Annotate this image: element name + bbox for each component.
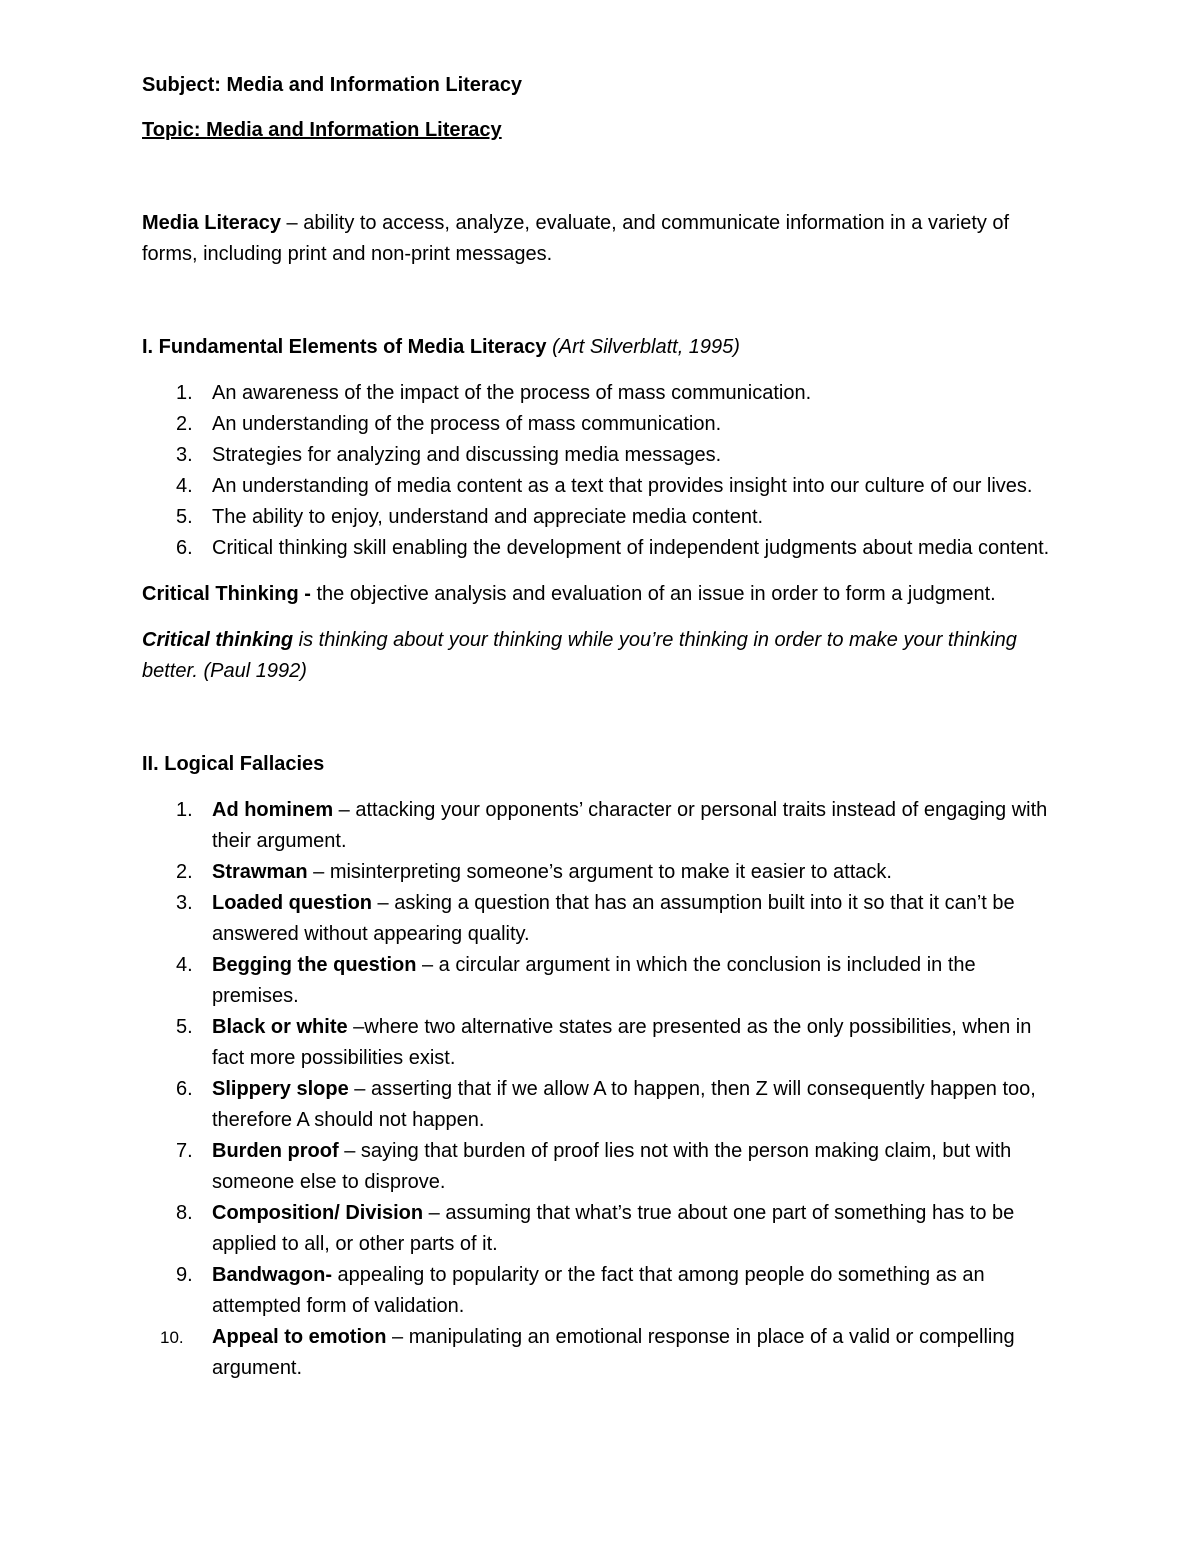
list-item [142,378,1062,409]
fallacy-term: Ad hominem [212,799,334,821]
subject-line [142,70,1062,101]
section1-heading [142,332,1062,363]
logical-fallacies-list [142,795,1062,1384]
list-number: 4. [176,954,193,976]
subject-value: Media and Information Literacy [226,74,523,96]
list-text: An awareness of the impact of the process of mass communication. [212,382,812,404]
fallacy-text: – asserting that if we allow A to happen, then Z will consequently happen too, therefore A should not happen. [212,1078,1036,1131]
media-literacy-text: – ability to access, analyze, evaluate, and communicate information in a variety of forms, including print and non-print messages. [142,212,1010,265]
list-item [142,888,1062,950]
list-number: 2. [176,413,193,435]
document-page [142,70,1062,1384]
list-number: 10. [160,1328,184,1347]
list-number: 5. [176,1016,193,1038]
fallacy-text: – misinterpreting someone’s argument to make it easier to attack. [307,861,892,883]
fallacy-text: – assuming that what’s true about one part of something has to be applied to all, or other parts of it. [212,1202,1015,1255]
list-item [142,857,1062,888]
section1-citation: (Art Silverblatt, 1995) [546,336,740,358]
media-literacy-term: Media Literacy [142,212,281,234]
list-text: An understanding of the process of mass communication. [212,413,722,435]
list-number: 4. [176,475,193,497]
list-number: 1. [176,799,193,821]
list-text: An understanding of media content as a text that provides insight into our culture of our lives. [212,475,1033,497]
fallacy-text: – saying that burden of proof lies not with the person making claim, but with someone else to disprove. [212,1140,1012,1193]
section2-heading [142,749,1062,780]
fallacy-term: Strawman [212,861,308,883]
fallacy-text: –where two alternative states are presented as the only possibilities, when in fact more possibilities exist. [212,1016,1032,1069]
topic-value: Media and Information Literacy [206,119,502,141]
critical-quote-term: Critical thinking [142,629,294,651]
list-number: 3. [176,444,193,466]
fallacy-text: – manipulating an emotional response in place of a valid or compelling argument. [212,1326,1015,1379]
list-item [142,471,1062,502]
list-number: 1. [176,382,193,404]
list-item [142,1322,1062,1384]
fallacy-term: Begging the question [212,954,417,976]
fallacy-term: Bandwagon- [212,1264,332,1286]
list-item [142,440,1062,471]
list-item [142,409,1062,440]
critical-thinking-quote [142,625,1062,687]
list-number: 7. [176,1140,193,1162]
fallacy-term: Appeal to emotion [212,1326,387,1348]
list-number: 9. [176,1264,193,1286]
list-item [142,1012,1062,1074]
list-item [142,1260,1062,1322]
list-number: 5. [176,506,193,528]
list-item [142,795,1062,857]
fallacy-text: – a circular argument in which the conclusion is included in the premises. [212,954,976,1007]
media-literacy-definition [142,208,1062,270]
list-item [142,1136,1062,1198]
subject-label: Subject: [142,74,227,96]
list-item [142,950,1062,1012]
fallacy-term: Composition/ Division [212,1202,424,1224]
critical-thinking-term: Critical Thinking - [142,583,317,605]
fundamental-elements-list [142,378,1062,564]
list-number: 3. [176,892,193,914]
fallacy-text: – attacking your opponents’ character or personal traits instead of engaging with their argument. [212,799,1048,852]
list-text: Strategies for analyzing and discussing media messages. [212,444,722,466]
list-text: The ability to enjoy, understand and appreciate media content. [212,506,764,528]
list-number: 2. [176,861,193,883]
list-number: 6. [176,1078,193,1100]
fallacy-text: – asking a question that has an assumption built into it so that it can’t be answered without appearing quality. [212,892,1015,945]
list-item [142,502,1062,533]
fallacy-term: Slippery slope [212,1078,349,1100]
critical-thinking-definition [142,579,1062,610]
fallacy-term: Burden proof [212,1140,339,1162]
critical-thinking-text: the objective analysis and evaluation of an issue in order to form a judgment. [316,583,996,605]
topic-line [142,115,1062,146]
fallacy-term: Black or white [212,1016,348,1038]
section2-title: II. Logical Fallacies [142,753,325,775]
section1-title: I. Fundamental Elements of Media Literacy [142,336,547,358]
fallacy-text: appealing to popularity or the fact that among people do something as an attempted form of validation. [212,1264,985,1317]
list-item [142,533,1062,564]
list-item [142,1074,1062,1136]
fallacy-term: Loaded question [212,892,372,914]
list-text: Critical thinking skill enabling the development of independent judgments about media content. [212,537,1050,559]
list-number: 8. [176,1202,193,1224]
list-item [142,1198,1062,1260]
list-number: 6. [176,537,193,559]
critical-quote-text: is thinking about your thinking while you’re thinking in order to make your thinking better. (Paul 1992) [142,629,1017,682]
topic-label: Topic: [142,119,207,141]
